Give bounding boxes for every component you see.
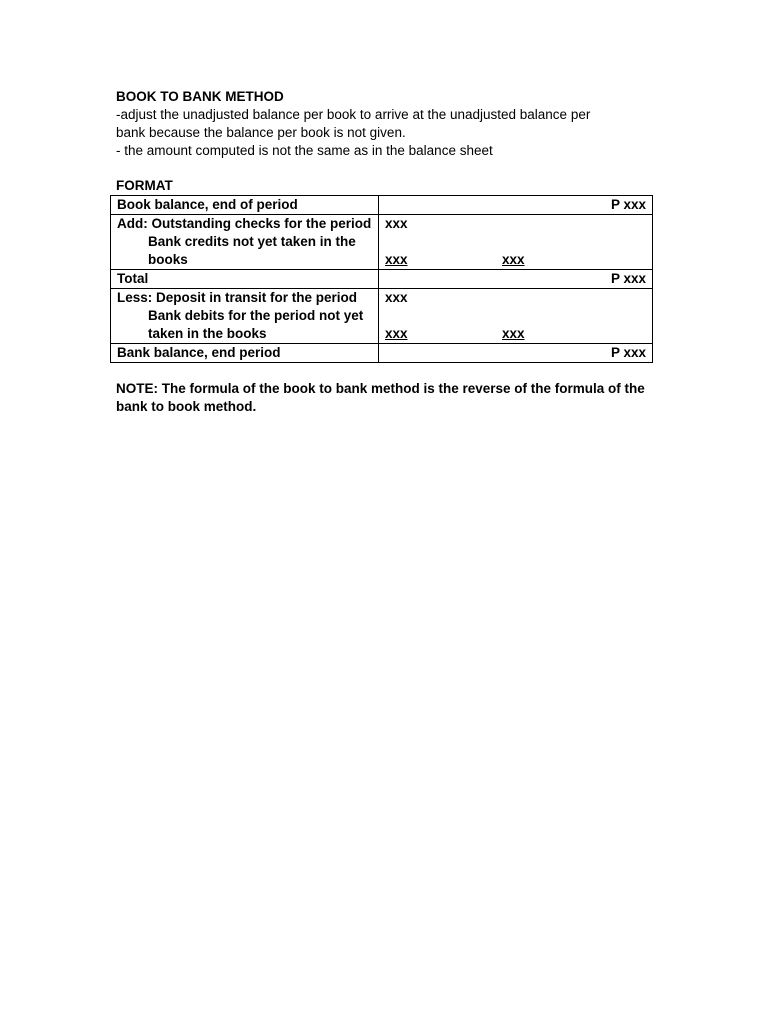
book-balance-label: Book balance, end of period bbox=[111, 196, 379, 215]
note-paragraph bbox=[116, 380, 661, 416]
add-amount-row-3 bbox=[385, 251, 646, 269]
add-items-cell bbox=[111, 215, 379, 270]
add-line-1: Add: Outstanding checks for the period bbox=[117, 216, 372, 231]
add-amount-2: xxx bbox=[385, 252, 408, 267]
add-line-3: books bbox=[148, 252, 188, 267]
table-row-total bbox=[111, 270, 653, 289]
less-amount-total: xxx bbox=[502, 326, 525, 341]
format-label: FORMAT bbox=[116, 178, 173, 193]
add-line-2: Bank credits not yet taken in the bbox=[148, 234, 356, 249]
add-amount-1: xxx bbox=[385, 216, 408, 231]
add-amount-row-2 bbox=[385, 233, 646, 251]
less-amount-2: xxx bbox=[385, 326, 408, 341]
less-line-2: Bank debits for the period not yet bbox=[148, 308, 364, 323]
less-line-1: Less: Deposit in transit for the period bbox=[117, 290, 358, 305]
note-line-1: NOTE: The formula of the book to bank method is the reverse of the formula of the bbox=[116, 381, 645, 396]
table-row-book-balance bbox=[111, 196, 653, 215]
total-label: Total bbox=[111, 270, 379, 289]
table-row-bank-balance bbox=[111, 344, 653, 363]
less-amount-row-1 bbox=[385, 289, 646, 307]
less-items-cell bbox=[111, 289, 379, 344]
format-table bbox=[110, 195, 653, 363]
less-amount-1: xxx bbox=[385, 290, 408, 305]
total-value: P xxx bbox=[379, 270, 653, 289]
bank-balance-value: P xxx bbox=[379, 344, 653, 363]
table-row-less bbox=[111, 289, 653, 344]
table-row-add bbox=[111, 215, 653, 270]
add-amount-total: xxx bbox=[502, 252, 525, 267]
note-line-2: bank to book method. bbox=[116, 399, 257, 414]
less-amount-row-2 bbox=[385, 307, 646, 325]
less-amount-row-3 bbox=[385, 325, 646, 343]
add-amounts-cell bbox=[379, 215, 653, 270]
description-line-1: -adjust the unadjusted balance per book to arrive at the unadjusted balance per bbox=[116, 107, 591, 122]
bank-balance-label: Bank balance, end period bbox=[111, 344, 379, 363]
description-line-2: bank because the balance per book is not given. bbox=[116, 125, 406, 140]
spacer bbox=[116, 160, 661, 177]
less-amounts-cell bbox=[379, 289, 653, 344]
less-line-3: taken in the books bbox=[148, 326, 267, 341]
book-balance-value: P xxx bbox=[379, 196, 653, 215]
add-amount-row-1 bbox=[385, 215, 646, 233]
description-line-3: - the amount computed is not the same as in the balance sheet bbox=[116, 143, 493, 158]
document-page bbox=[116, 88, 661, 416]
document-title: BOOK TO BANK METHOD bbox=[116, 89, 284, 104]
